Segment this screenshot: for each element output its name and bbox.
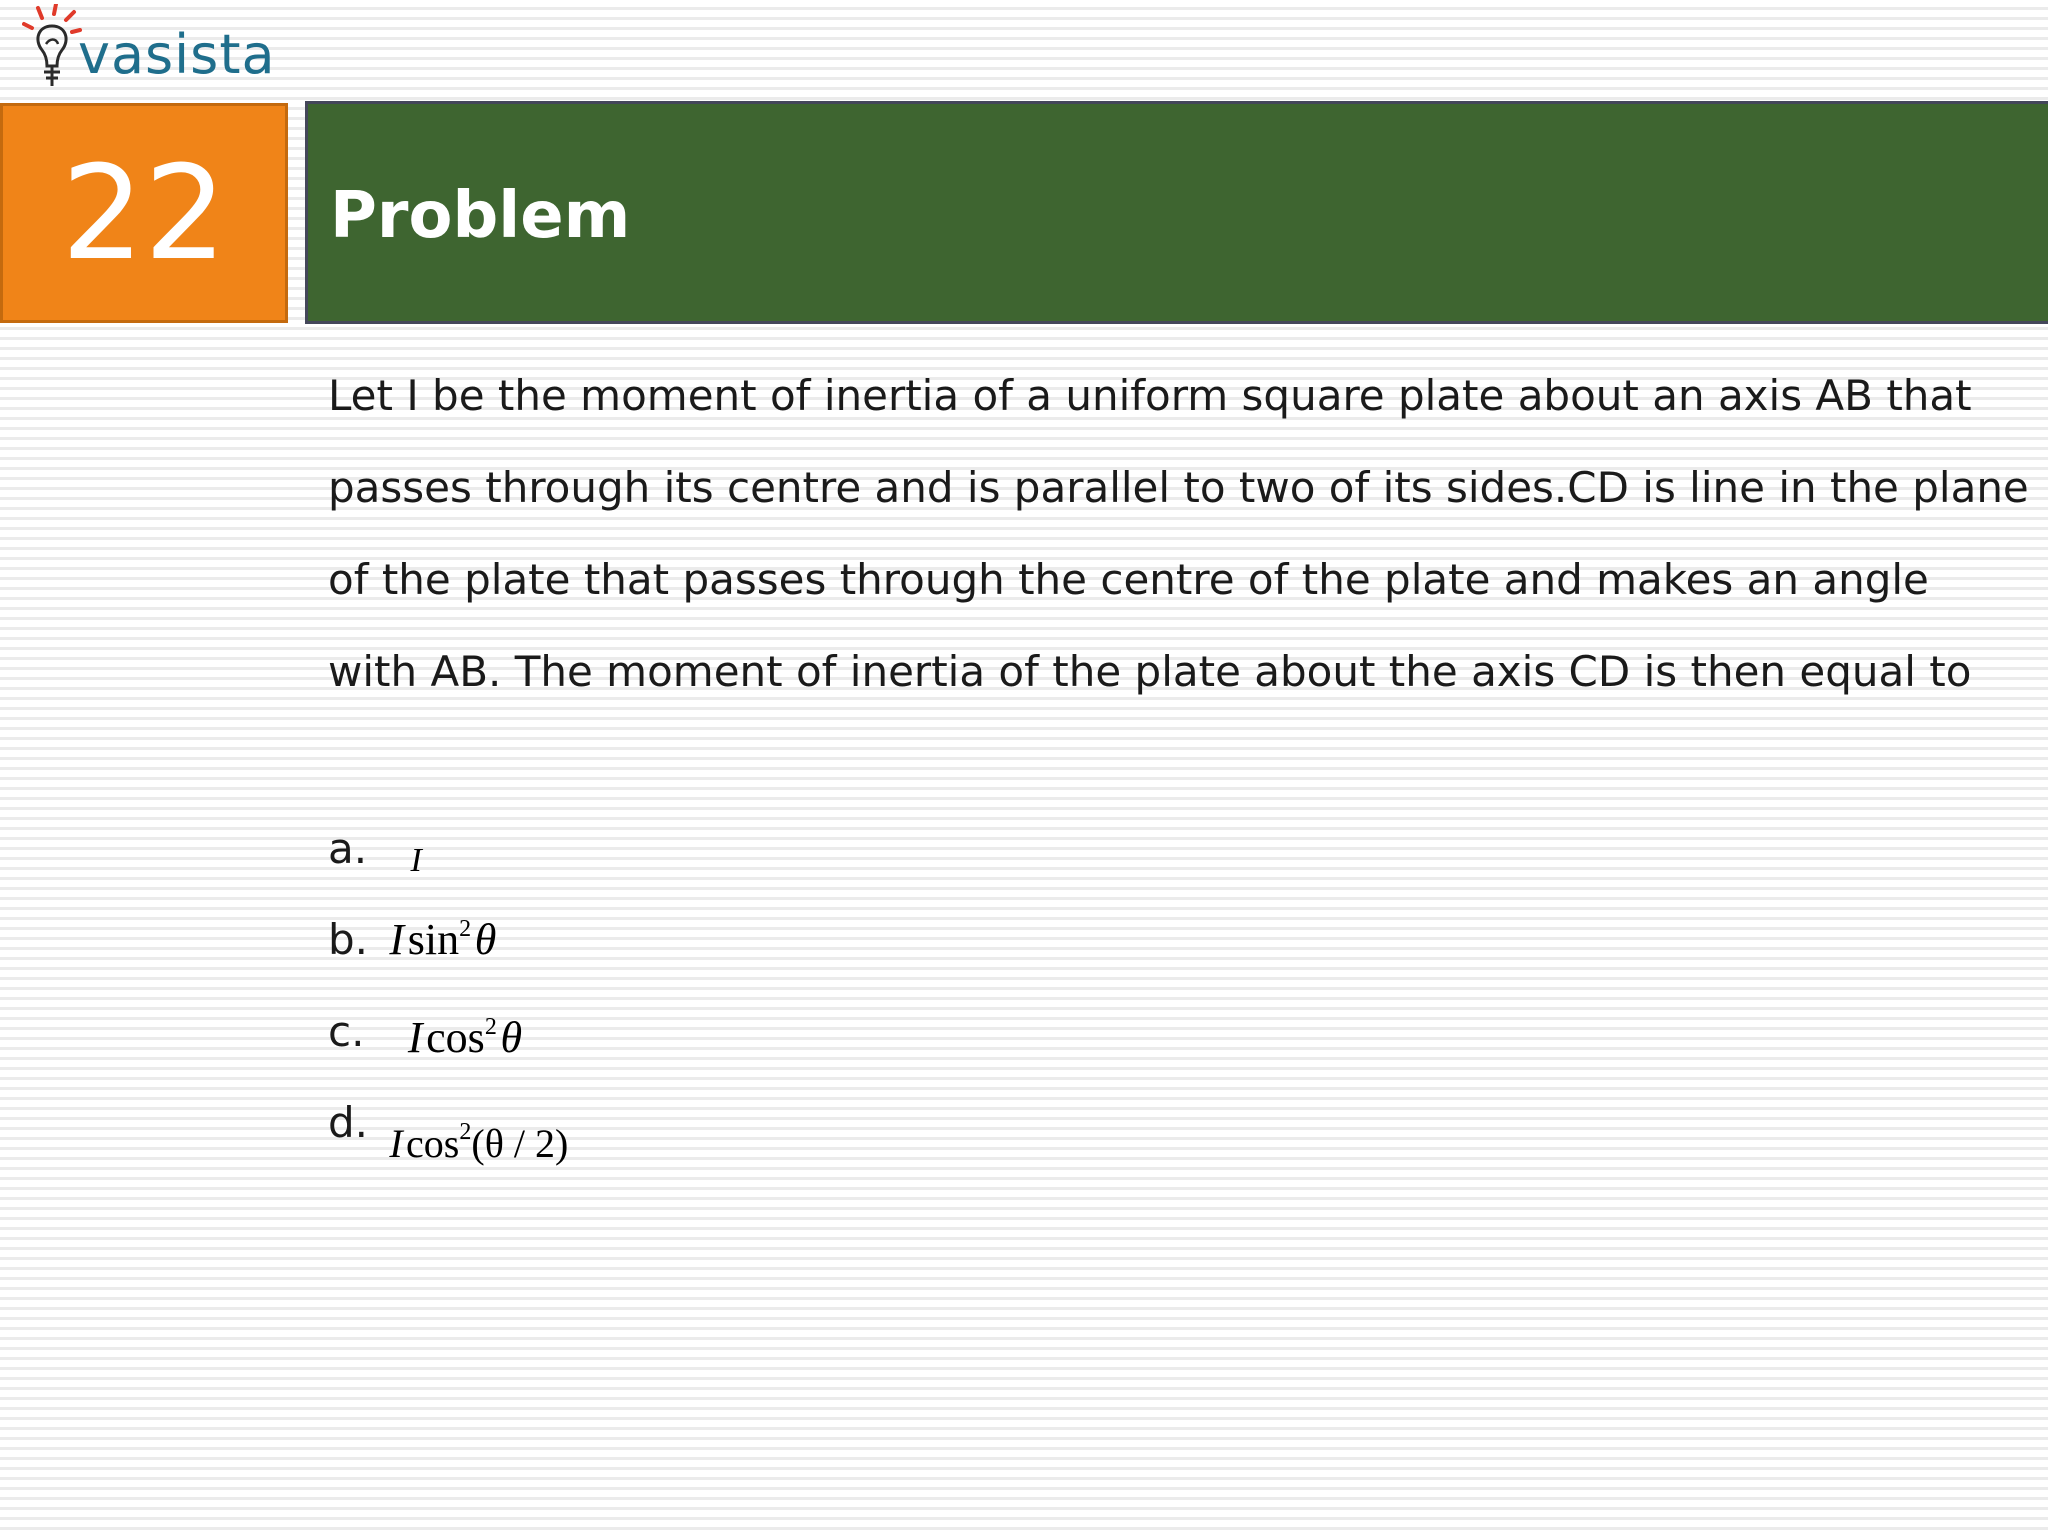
option-letter: a. xyxy=(328,824,368,873)
option-formula xyxy=(389,1119,569,1166)
formula-function: cos xyxy=(406,1121,460,1166)
option-letter: c. xyxy=(328,1007,365,1056)
formula-variable: I xyxy=(389,1121,403,1166)
formula-variable: I xyxy=(407,1013,423,1062)
formula-exponent: 2 xyxy=(484,1014,497,1040)
problem-line: Let I be the moment of inertia of a uniform square plate about an axis AB that xyxy=(328,371,1972,420)
formula-argument: θ xyxy=(474,915,497,964)
option-formula xyxy=(407,1013,523,1062)
slide-title: Problem xyxy=(330,179,631,253)
option-letter: b. xyxy=(328,915,369,964)
logo-wordmark: vasista xyxy=(78,23,276,86)
formula-function: cos xyxy=(426,1013,485,1062)
formula-function: sin xyxy=(407,915,460,964)
problem-line: of the plate that passes through the centre of the plate and makes an angle xyxy=(328,555,1929,604)
formula-variable: I xyxy=(389,915,405,964)
formula-argument: (θ / 2) xyxy=(471,1121,569,1166)
slide-number: 22 xyxy=(61,137,227,289)
option-c[interactable] xyxy=(328,1007,523,1062)
problem-line: passes through its centre and is parallel to two of its sides.CD is line in the plane xyxy=(328,463,2029,512)
slide-number-box xyxy=(0,103,288,323)
option-letter: d. xyxy=(328,1098,369,1147)
option-formula xyxy=(389,915,497,964)
formula-exponent: 2 xyxy=(459,1119,472,1145)
option-formula xyxy=(410,844,421,878)
option-d[interactable] xyxy=(328,1098,569,1166)
option-b[interactable] xyxy=(328,915,497,964)
title-bar xyxy=(305,101,2048,324)
vasista-logo xyxy=(22,4,282,96)
problem-statement xyxy=(328,350,2028,718)
formula-argument: θ xyxy=(500,1013,523,1062)
formula-exponent: 2 xyxy=(459,916,472,942)
problem-line: with AB. The moment of inertia of the plate about the axis CD is then equal to xyxy=(328,647,1972,696)
lightbulb-icon xyxy=(22,4,82,94)
formula-variable: I xyxy=(410,842,422,879)
option-a[interactable] xyxy=(328,824,422,879)
